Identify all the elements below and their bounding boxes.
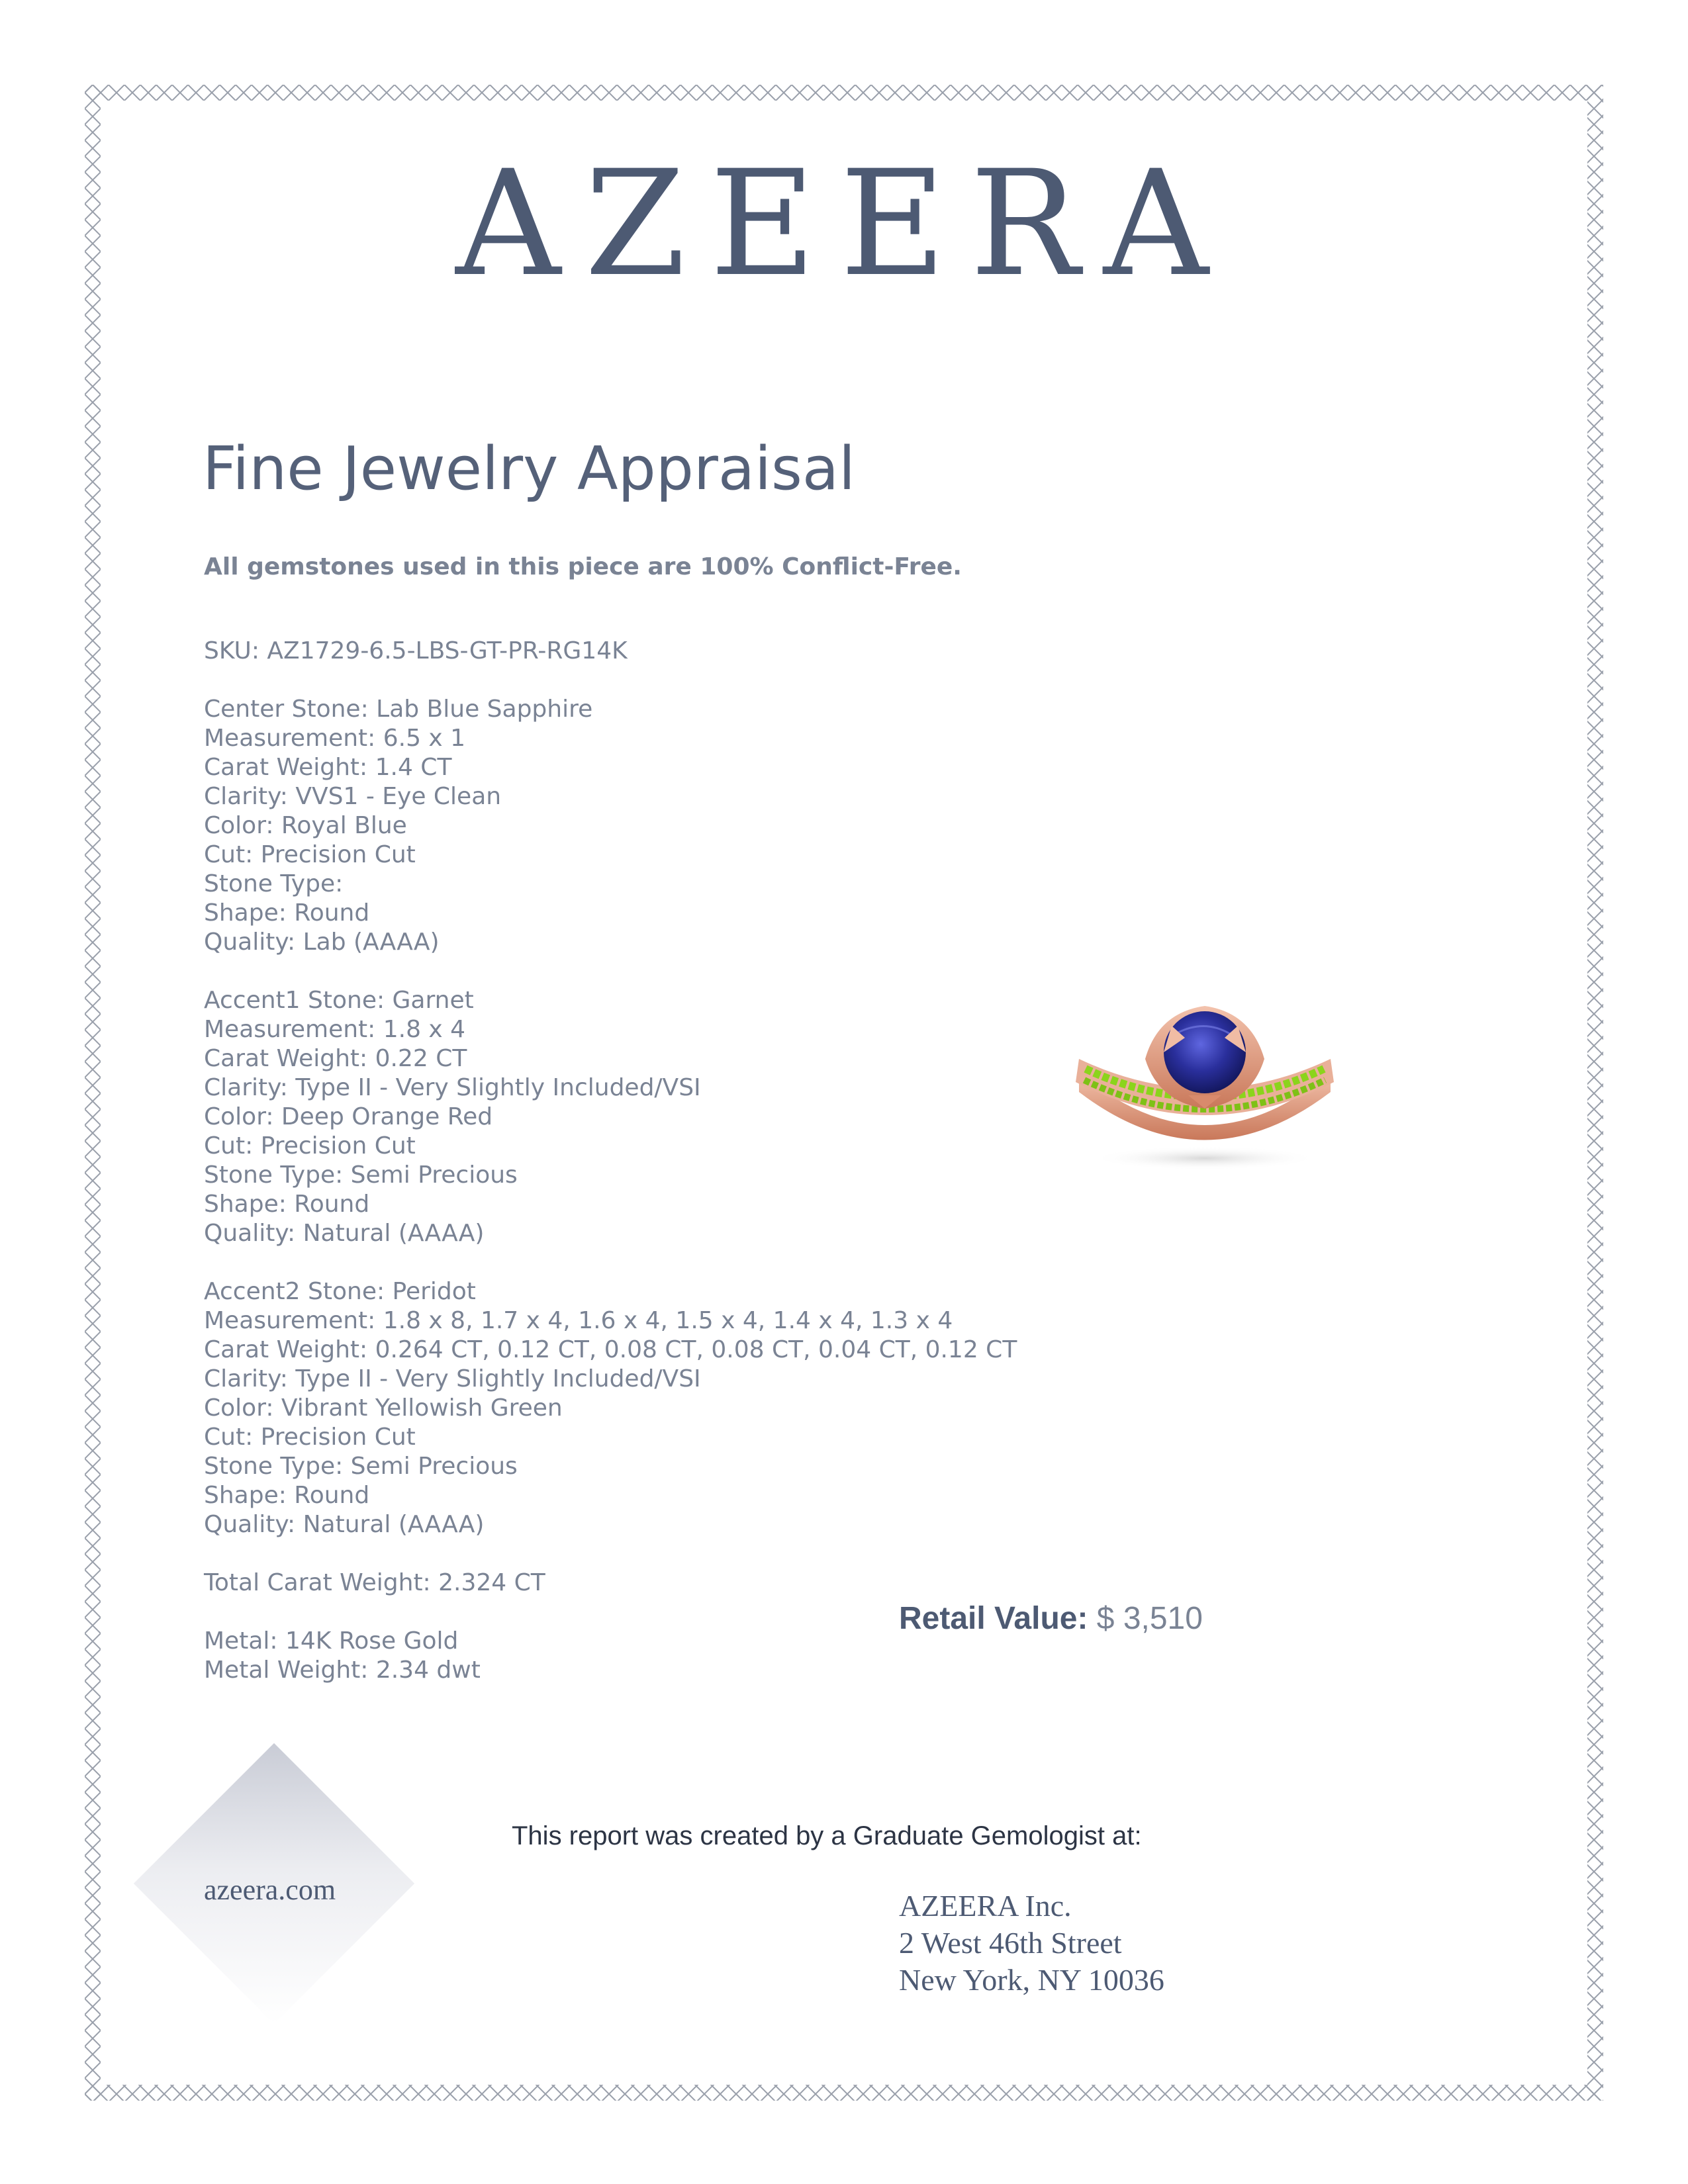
brand-logo: AZEERA bbox=[455, 139, 1233, 308]
retail-value-amount: $ 3,510 bbox=[1096, 1601, 1203, 1636]
appraisal-details bbox=[204, 637, 1017, 1685]
retail-value-label: Retail Value: bbox=[899, 1601, 1088, 1636]
center-stone-section bbox=[204, 695, 1017, 957]
detail-line: Shape: Round bbox=[204, 1482, 370, 1509]
detail-line: Accent2 Stone: Peridot bbox=[204, 1278, 476, 1305]
detail-line: Stone Type: bbox=[204, 870, 344, 897]
detail-line: Color: Deep Orange Red bbox=[204, 1103, 493, 1130]
detail-line: Quality: Natural (AAAA) bbox=[204, 1220, 485, 1247]
detail-line: Cut: Precision Cut bbox=[204, 1132, 416, 1160]
detail-line: Carat Weight: 1.4 CT bbox=[204, 754, 452, 781]
company-address bbox=[899, 1888, 1164, 1999]
detail-line: Measurement: 1.8 x 4 bbox=[204, 1016, 466, 1043]
detail-line: Color: Royal Blue bbox=[204, 812, 407, 839]
detail-line: Stone Type: Semi Precious bbox=[204, 1453, 518, 1480]
gemologist-note: This report was created by a Graduate Gemologist at: bbox=[512, 1821, 1142, 1850]
detail-line: Cut: Precision Cut bbox=[204, 1424, 416, 1451]
detail-line: Cut: Precision Cut bbox=[204, 841, 416, 868]
accent1-section bbox=[204, 986, 1017, 1248]
detail-line: Quality: Natural (AAAA) bbox=[204, 1511, 485, 1538]
detail-line: Clarity: Type II - Very Slightly Included/VSI bbox=[204, 1074, 701, 1101]
address-line: 2 West 46th Street bbox=[899, 1926, 1122, 1960]
metal-section bbox=[204, 1627, 1017, 1685]
detail-line: Carat Weight: 0.22 CT bbox=[204, 1045, 467, 1072]
detail-line: Quality: Lab (AAAA) bbox=[204, 929, 440, 956]
detail-line: Shape: Round bbox=[204, 899, 370, 927]
address-line: AZEERA Inc. bbox=[899, 1889, 1072, 1923]
conflict-free-note: All gemstones used in this piece are 100% Conflict-Free. bbox=[204, 553, 962, 580]
address-line: New York, NY 10036 bbox=[899, 1963, 1164, 1997]
detail-line: Metal Weight: 2.34 dwt bbox=[204, 1657, 481, 1684]
sku-section bbox=[204, 637, 1017, 666]
website-link[interactable]: azeera.com bbox=[204, 1874, 336, 1906]
total-carat-section bbox=[204, 1569, 1017, 1598]
ring-image bbox=[1053, 960, 1357, 1178]
detail-line: Accent1 Stone: Garnet bbox=[204, 987, 474, 1014]
detail-line: Shape: Round bbox=[204, 1191, 370, 1218]
detail-line: Color: Vibrant Yellowish Green bbox=[204, 1394, 563, 1422]
detail-line: Metal: 14K Rose Gold bbox=[204, 1627, 459, 1655]
detail-line: Measurement: 6.5 x 1 bbox=[204, 725, 466, 752]
sku-line: SKU: AZ1729-6.5-LBS-GT-PR-RG14K bbox=[204, 637, 628, 664]
retail-value bbox=[899, 1600, 1203, 1637]
detail-line: Carat Weight: 0.264 CT, 0.12 CT, 0.08 CT, 0.08 CT, 0.04 CT, 0.12 CT bbox=[204, 1336, 1017, 1363]
detail-line: Center Stone: Lab Blue Sapphire bbox=[204, 696, 593, 723]
detail-line: Stone Type: Semi Precious bbox=[204, 1161, 518, 1189]
detail-line: Measurement: 1.8 x 8, 1.7 x 4, 1.6 x 4, 1.5 x 4, 1.4 x 4, 1.3 x 4 bbox=[204, 1307, 953, 1334]
total-carat-line: Total Carat Weight: 2.324 CT bbox=[204, 1569, 545, 1596]
page-title: Fine Jewelry Appraisal bbox=[203, 434, 856, 504]
detail-line: Clarity: Type II - Very Slightly Included/VSI bbox=[204, 1365, 701, 1392]
detail-line: Clarity: VVS1 - Eye Clean bbox=[204, 783, 502, 810]
accent2-section bbox=[204, 1277, 1017, 1539]
